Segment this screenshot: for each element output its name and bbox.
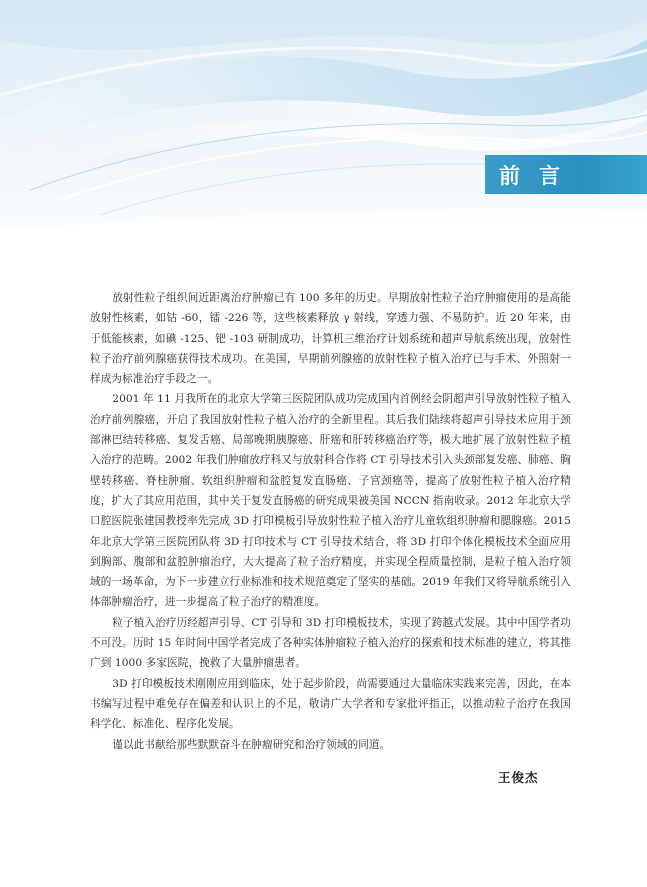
author-signature: 王俊杰 xyxy=(498,770,539,785)
paragraph-3: 粒子植入治疗历经超声引导、CT 引导和 3D 打印模板技术，实现了跨越式发展。其中中国学者功不可没。历时 15 年时间中国学者完成了各种实体肿瘤粒子植入治疗的探索和技术标准的建立，将其推广到 1000 多家医院，挽救了大量肿瘤患者。 xyxy=(90,616,571,670)
paragraph-1: 放射性粒子组织间近距离治疗肿瘤已有 100 多年的历史。早期放射性粒子治疗肿瘤使用的是高能放射性核素，如钴 -60，镭 -226 等，这些核素释放 γ 射线，穿透力强、不易防护。近 20 年来，由于低能核素，如碘 -125、钯 -103 研制成功，计算机三维治疗计划系统和超声导航系统出现，放射性粒子治疗前列腺癌获得技术成功。在美国，早期前列腺癌的放射性粒子植入治疗已与手术、外照射一样成为标准治疗手段之一。 xyxy=(90,292,571,386)
page-title: 前言 xyxy=(499,163,579,188)
title-banner xyxy=(485,155,647,194)
wave-graphic xyxy=(0,0,647,260)
preface-body xyxy=(90,288,571,755)
header-decorative-wave xyxy=(0,0,647,260)
paragraph-5: 谨以此书献给那些默默奋斗在肿瘤研究和治疗领域的同道。 xyxy=(112,738,391,751)
paragraph-4: 3D 打印模板技术刚刚应用到临床，处于起步阶段，尚需要通过大量临床实践来完善，因此，在本书编写过程中难免存在偏差和认识上的不足，敬请广大学者和专家批评指正，以推动粒子治疗在我国科学化、标准化、程序化发展。 xyxy=(90,677,571,731)
paragraph-2: 2001 年 11 月我所在的北京大学第三医院团队成功完成国内首例经会阴超声引导放射性粒子植入治疗前列腺癌，开启了我国放射性粒子植入治疗的全新里程。其后我们陆续将超声引导技术应用于颈部淋巴结转移癌、复发舌癌、局部晚期胰腺癌、肝癌和肝转移癌治疗等，极大地扩展了放射性粒子植入治疗的范畴。2002 年我们肿瘤放疗科又与放射科合作将 CT 引导技术引入头颈部复发癌、肺癌、胸壁转移癌、脊柱肿瘤、软组织肿瘤和盆腔复发直肠癌、子宫颈癌等，提高了放射性粒子植入治疗精度，扩大了其应用范围，其中关于复发直肠癌的研究成果被美国 NCCN 指南收录。2012 年北京大学口腔医院张建国教授率先完成 3D 打印模板引导放射性粒子植入治疗儿童软组织肿瘤和腮腺癌。2015 年北京大学第三医院团队将 3D 打印技术与 CT 引导技术结合，将 3D 打印个体化模板技术全面应用到胸部、腹部和盆腔肿瘤治疗，大大提高了粒子治疗精度，并实现全程质量控制，是粒子植入治疗领域的一场革命，为下一步建立行业标准和技术规范奠定了坚实的基础。2019 年我们又将导航系统引入体部肿瘤治疗，进一步提高了粒子治疗的精准度。 xyxy=(90,393,571,609)
